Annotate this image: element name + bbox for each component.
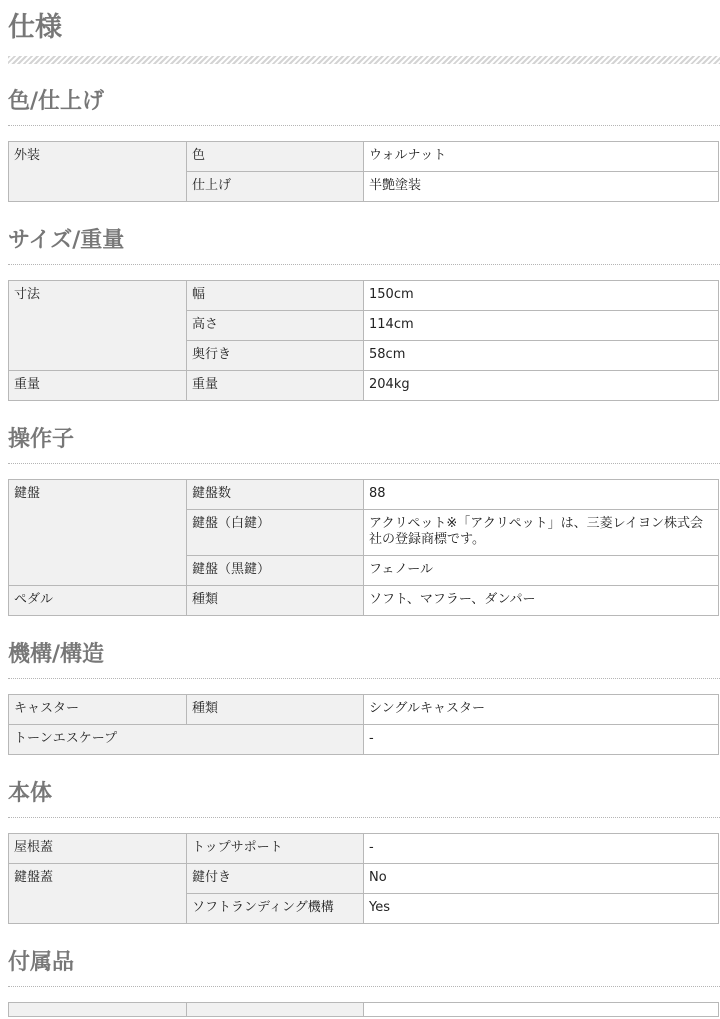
table-row [9,834,719,864]
row-group-label: 屋根蓋 [9,834,187,864]
row-label: 鍵盤（黒鍵） [187,556,364,586]
row-value: アクリペット※「アクリペット」は、三菱レイヨン株式会社の登録商標です。 [364,510,719,556]
row-value: ウォルナット [364,142,719,172]
page-title: 仕様 [8,12,62,43]
section-heading-color-finish: 色/仕上げ [8,89,105,114]
row-value: Yes [364,894,719,924]
section-divider [8,264,720,265]
row-label: 鍵盤数 [187,480,364,510]
row-label: 色 [187,142,364,172]
section-divider [8,678,720,679]
row-group-label: ペダル [9,586,187,616]
spec-table-color-finish [8,141,719,202]
row-label: 種類 [187,695,364,725]
row-value: シングルキャスター [364,695,719,725]
row-label [187,1003,364,1017]
row-label: ソフトランディング機構 [187,894,364,924]
row-label: 仕上げ [187,172,364,202]
row-label: 鍵付き [187,864,364,894]
spec-table-mechanism [8,694,719,755]
spec-table-accessories [8,1002,719,1017]
table-row [9,1003,719,1017]
row-value: - [364,725,719,755]
row-group-label: 外装 [9,142,187,202]
row-group-label: キャスター [9,695,187,725]
table-row [9,695,719,725]
row-value: フェノール [364,556,719,586]
spec-table-size-weight [8,280,719,401]
row-value: 204kg [364,371,719,401]
row-value: 150cm [364,281,719,311]
section-heading-accessories: 付属品 [8,950,75,975]
table-row [9,371,719,401]
row-value [364,1003,719,1017]
section-divider [8,986,720,987]
row-label: 種類 [187,586,364,616]
table-row [9,725,719,755]
row-group-label: 寸法 [9,281,187,371]
spec-table-body [8,833,719,924]
row-value: 半艶塗装 [364,172,719,202]
row-label: 幅 [187,281,364,311]
row-value: No [364,864,719,894]
row-group-label [9,1003,187,1017]
section-divider [8,125,720,126]
table-row [9,281,719,311]
spec-table-controls [8,479,719,616]
table-row [9,864,719,894]
title-divider [8,56,720,64]
section-heading-controls: 操作子 [8,427,75,452]
row-value: 58cm [364,341,719,371]
row-label: トップサポート [187,834,364,864]
row-label: 奥行き [187,341,364,371]
section-divider [8,817,720,818]
row-label: 重量 [187,371,364,401]
row-group-label: 鍵盤蓋 [9,864,187,924]
section-divider [8,463,720,464]
table-row [9,586,719,616]
table-row [9,142,719,172]
section-heading-mechanism: 機構/構造 [8,642,105,667]
row-group-label: 鍵盤 [9,480,187,586]
row-label: 高さ [187,311,364,341]
row-value: 88 [364,480,719,510]
row-value: - [364,834,719,864]
row-value: ソフト、マフラー、ダンパー [364,586,719,616]
row-value: 114cm [364,311,719,341]
section-heading-size-weight: サイズ/重量 [8,228,125,253]
table-row [9,480,719,510]
section-heading-body: 本体 [8,781,53,806]
row-label: 鍵盤（白鍵） [187,510,364,556]
row-group-label: 重量 [9,371,187,401]
row-group-label: トーンエスケープ [9,725,364,755]
